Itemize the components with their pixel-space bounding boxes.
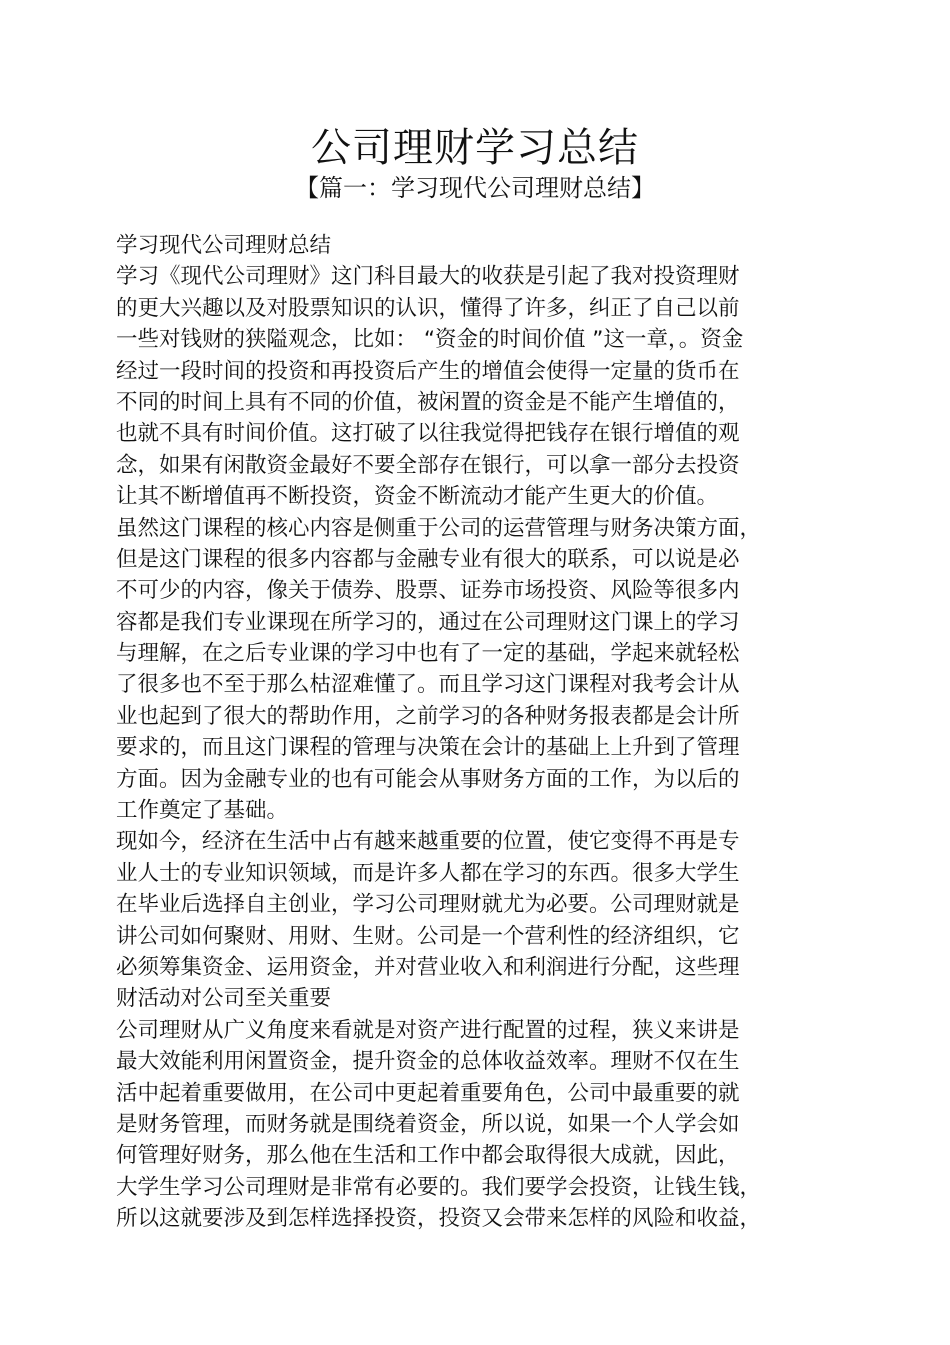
body-text-line: 讲公司如何聚财、用财、生财。公司是一个营利性的经济组织，它	[116, 923, 740, 949]
body-text-line: 最大效能利用闲置资金，提升资金的总体收益效率。理财不仅在生	[116, 1049, 740, 1075]
body-text-line: 是财务管理，而财务就是围绕着资金，所以说，如果一个人学会如	[116, 1111, 740, 1137]
body-text-line: 了很多也不至于那么枯涩难懂了。而且学习这门课程对我考会计从	[116, 672, 740, 698]
document-title: 公司理财学习总结	[311, 125, 639, 171]
body-text-line: 公司理财从广义角度来看就是对资产进行配置的过程，狭义来讲是	[116, 1017, 740, 1043]
body-text-line: 财活动对公司至关重要	[116, 986, 332, 1012]
body-text-line: 活中起着重要做用，在公司中更起着重要角色，公司中最重要的就	[116, 1080, 740, 1106]
body-text-line: 也就不具有时间价值。这打破了以往我觉得把钱存在银行增值的观	[116, 421, 740, 447]
body-text-line: 现如今，经济在生活中占有越来越重要的位置，使它变得不再是专	[116, 829, 740, 855]
body-text-line: 工作奠定了基础。	[116, 798, 289, 824]
body-text-line: 让其不断增值再不断投资，资金不断流动才能产生更大的价值。	[116, 484, 719, 510]
body-text-line: 大学生学习公司理财是非常有必要的。我们要学会投资，让钱生钱，	[116, 1174, 762, 1200]
body-text-line: 不同的时间上具有不同的价值，被闲置的资金是不能产生增值的，	[116, 389, 740, 415]
body-text-line: 学习《现代公司理财》这门科目最大的收获是引起了我对投资理财	[116, 264, 740, 290]
body-text-line: 何管理好财务，那么他在生活和工作中都会取得很大成就，因此，	[116, 1143, 740, 1169]
body-text-line: 容都是我们专业课现在所学习的，通过在公司理财这门课上的学习	[116, 609, 740, 635]
body-text-line: 要求的，而且这门课程的管理与决策在会计的基础上上升到了管理	[116, 735, 740, 761]
body-text-line: 的更大兴趣以及对股票知识的认识，懂得了许多，纠正了自己以前	[116, 295, 740, 321]
body-text-line: 不可少的内容，像关于债券、股票、证券市场投资、风险等很多内	[116, 578, 740, 604]
body-text-line: 方面。因为金融专业的也有可能会从事财务方面的工作，为以后的	[116, 766, 740, 792]
body-text-line: 必须筹集资金、运用资金，并对营业收入和利润进行分配，这些理	[116, 954, 740, 980]
body-text-line: 与理解，在之后专业课的学习中也有了一定的基础，学起来就轻松	[116, 641, 740, 667]
body-text-line: 经过一段时间的投资和再投资后产生的增值会使得一定量的货币在	[116, 358, 740, 384]
body-text-line: 念，如果有闲散资金最好不要全部存在银行，可以拿一部分去投资	[116, 452, 740, 478]
body-text-line: 虽然这门课程的核心内容是侧重于公司的运营管理与财务决策方面，	[116, 515, 762, 541]
body-text-line: 所以这就要涉及到怎样选择投资，投资又会带来怎样的风险和收益，	[116, 1206, 762, 1232]
body-text-line: 但是这门课程的很多内容都与金融专业有很大的联系，可以说是必	[116, 546, 740, 572]
body-text-line: 业也起到了很大的帮助作用，之前学习的各种财务报表都是会计所	[116, 703, 740, 729]
document-body	[116, 230, 784, 1235]
body-text-line: 在毕业后选择自主创业，学习公司理财就尤为必要。公司理财就是	[116, 892, 740, 918]
body-text-line: 一些对钱财的狭隘观念，比如： “资金的时间价值 ”这一章，。资金	[116, 327, 744, 353]
body-text-line: 业人士的专业知识领域，而是许多人都在学习的东西。很多大学生	[116, 860, 740, 886]
body-text-line: 学习现代公司理财总结	[116, 233, 332, 258]
document-subtitle: 【篇一：学习现代公司理财总结】	[295, 174, 655, 202]
